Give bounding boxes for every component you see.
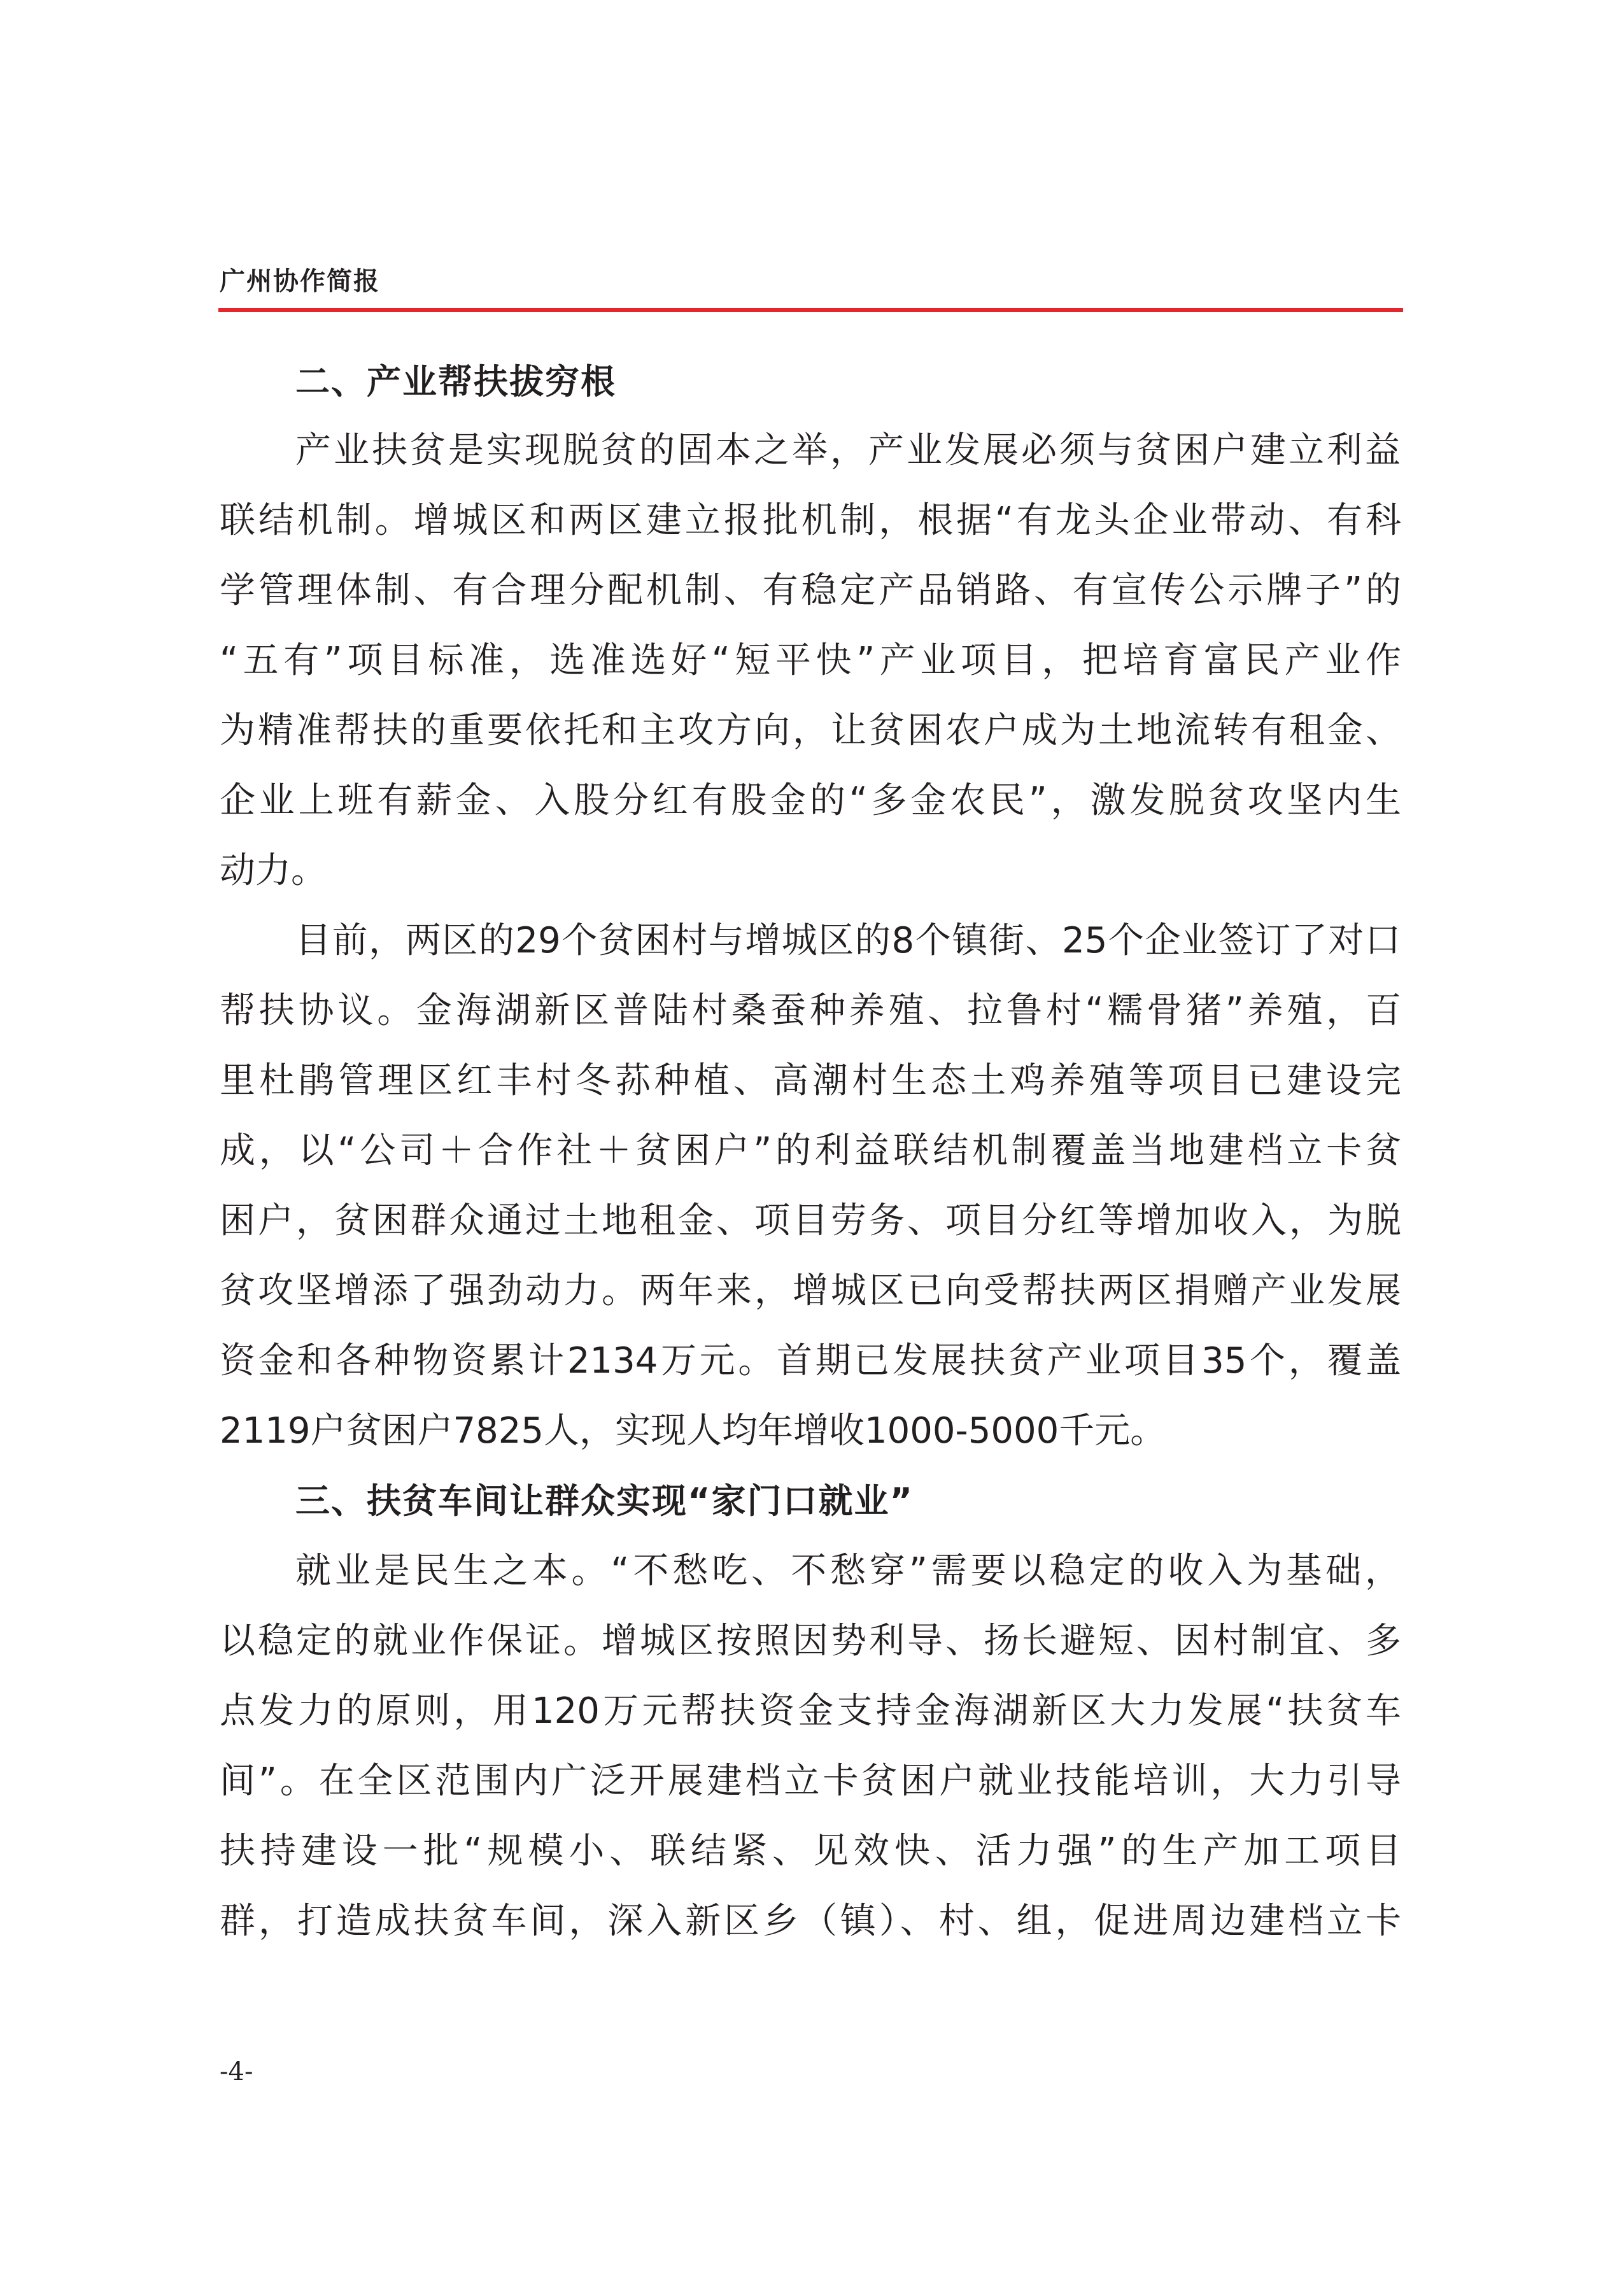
paragraph-line: 企业上班有薪金、入股分红有股金的“多金农民”，激发脱贫攻坚内生 — [220, 780, 1401, 821]
paragraph-line: 2119户贫困户7825人，实现人均年增收1000-5000千元。 — [220, 1410, 1166, 1452]
section-heading-workshop: 三、扶贫车间让群众实现“家门口就业” — [295, 1481, 914, 1521]
paragraph-line: 联结机制。增城区和两区建立报批机制，根据“有龙头企业带动、有科 — [220, 500, 1401, 541]
paragraph-line: 困户，贫困群众通过土地租金、项目劳务、项目分红等增加收入，为脱 — [220, 1200, 1401, 1242]
paragraph-line: 帮扶协议。金海湖新区普陆村桑蚕种养殖、拉鲁村“糯骨猪”养殖，百 — [220, 990, 1401, 1031]
paragraph-line: 以稳定的就业作保证。增城区按照因势利导、扬长避短、因村制宜、多 — [220, 1620, 1401, 1662]
section-heading-industry: 二、产业帮扶拔穷根 — [295, 362, 616, 402]
paragraph-line: 扶持建设一批“规模小、联结紧、见效快、活力强”的生产加工项目 — [220, 1830, 1401, 1872]
paragraph-line: 动力。 — [220, 850, 327, 891]
header-divider — [218, 308, 1403, 312]
paragraph-line: 资金和各种物资累计2134万元。首期已发展扶贫产业项目35个，覆盖 — [220, 1340, 1401, 1382]
paragraph-line: 群，打造成扶贫车间，深入新区乡（镇）、村、组，促进周边建档立卡 — [220, 1900, 1401, 1942]
paragraph-line: “五有”项目标准，选准选好“短平快”产业项目，把培育富民产业作 — [220, 640, 1401, 681]
paragraph-line: 贫攻坚增添了强劲动力。两年来，增城区已向受帮扶两区捐赠产业发展 — [220, 1270, 1401, 1312]
paragraph-line: 点发力的原则，用120万元帮扶资金支持金海湖新区大力发展“扶贫车 — [220, 1690, 1401, 1732]
publication-title: 广州协作简报 — [220, 267, 380, 296]
paragraph-line: 间”。在全区范围内广泛开展建档立卡贫困户就业技能培训，大力引导 — [220, 1760, 1401, 1802]
paragraph-line: 目前，两区的29个贫困村与增城区的8个镇街、25个企业签订了对口 — [295, 920, 1401, 961]
paragraph-line: 产业扶贫是实现脱贫的固本之举，产业发展必须与贫困户建立利益 — [295, 430, 1401, 471]
paragraph-line: 为精准帮扶的重要依托和主攻方向，让贫困农户成为土地流转有租金、 — [220, 710, 1401, 751]
paragraph-line: 成，以“公司＋合作社＋贫困户”的利益联结机制覆盖当地建档立卡贫 — [220, 1130, 1401, 1171]
paragraph-line: 里杜鹃管理区红丰村冬荪种植、高潮村生态土鸡养殖等项目已建设完 — [220, 1060, 1401, 1101]
page-number: -4- — [220, 2057, 253, 2086]
paragraph-line: 就业是民生之本。“不愁吃、不愁穿”需要以稳定的收入为基础， — [295, 1550, 1401, 1592]
paragraph-line: 学管理体制、有合理分配机制、有稳定产品销路、有宣传公示牌子”的 — [220, 570, 1401, 611]
